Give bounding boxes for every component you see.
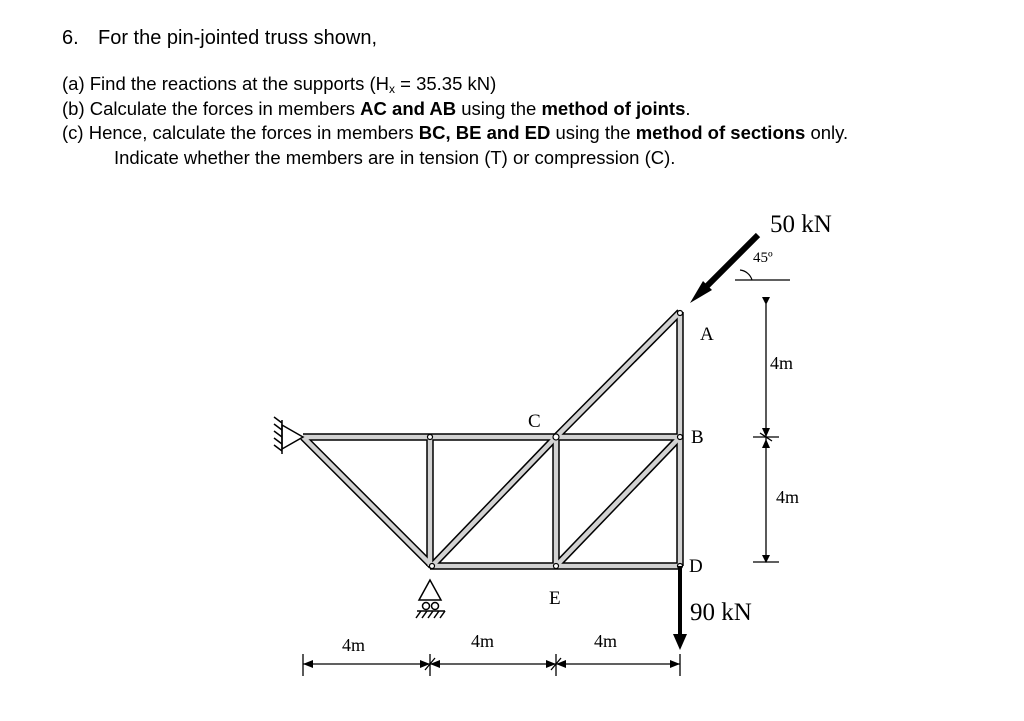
joint-e [554, 564, 559, 569]
load-50kn-label: 50 kN [770, 211, 832, 238]
load-90kn-label: 90 kN [690, 599, 752, 626]
node-e-label: E [549, 588, 561, 609]
part-b-method: method of joints [541, 98, 686, 119]
node-b-label: B [691, 427, 704, 448]
node-c-label: C [528, 411, 541, 432]
joint-c [553, 434, 559, 440]
part-c-text-1: (c) Hence, calculate the forces in members [62, 122, 419, 143]
truss-member-fills [303, 312, 680, 566]
horizontal-dimensions [303, 654, 680, 676]
angle-label: 45º [753, 250, 773, 266]
node-a-label: A [700, 324, 714, 345]
dim-horizontal-1: 4m [342, 635, 366, 655]
joint-b [678, 435, 683, 440]
part-b-text-2: using the [456, 98, 542, 119]
dim-vertical-upper: 4m [770, 353, 794, 373]
pin-support-left [274, 417, 303, 454]
load-50kn [690, 235, 790, 303]
part-a-subscript: x [388, 82, 395, 96]
part-c-members: BC, BE and ED [418, 122, 551, 143]
part-b-members: AC and AB [360, 98, 457, 119]
question-intro: For the pin-jointed truss shown, [98, 27, 378, 49]
question-number: 6. [62, 27, 79, 49]
part-c-method: method of sections [635, 122, 806, 143]
part-b-text-3: . [685, 98, 691, 119]
roller-support [416, 580, 445, 618]
angle-arc [740, 270, 752, 280]
dim-horizontal-2: 4m [471, 631, 495, 651]
joint-a [678, 311, 683, 316]
part-c-text-3: only. [805, 122, 849, 143]
part-a-lead: (a) Find the reactions at the supports (H [62, 73, 389, 94]
part-c-text-2: using the [550, 122, 636, 143]
node-d-label: D [689, 556, 703, 577]
dim-vertical-lower: 4m [776, 487, 800, 507]
dim-horizontal-3: 4m [594, 631, 618, 651]
part-b-text-1: (b) Calculate the forces in members [62, 98, 361, 119]
part-c-indicate: Indicate whether the members are in tension (T) or compression (C). [114, 147, 676, 168]
load-90kn [673, 566, 687, 650]
part-a-tail: = 35.35 kN) [394, 73, 497, 94]
